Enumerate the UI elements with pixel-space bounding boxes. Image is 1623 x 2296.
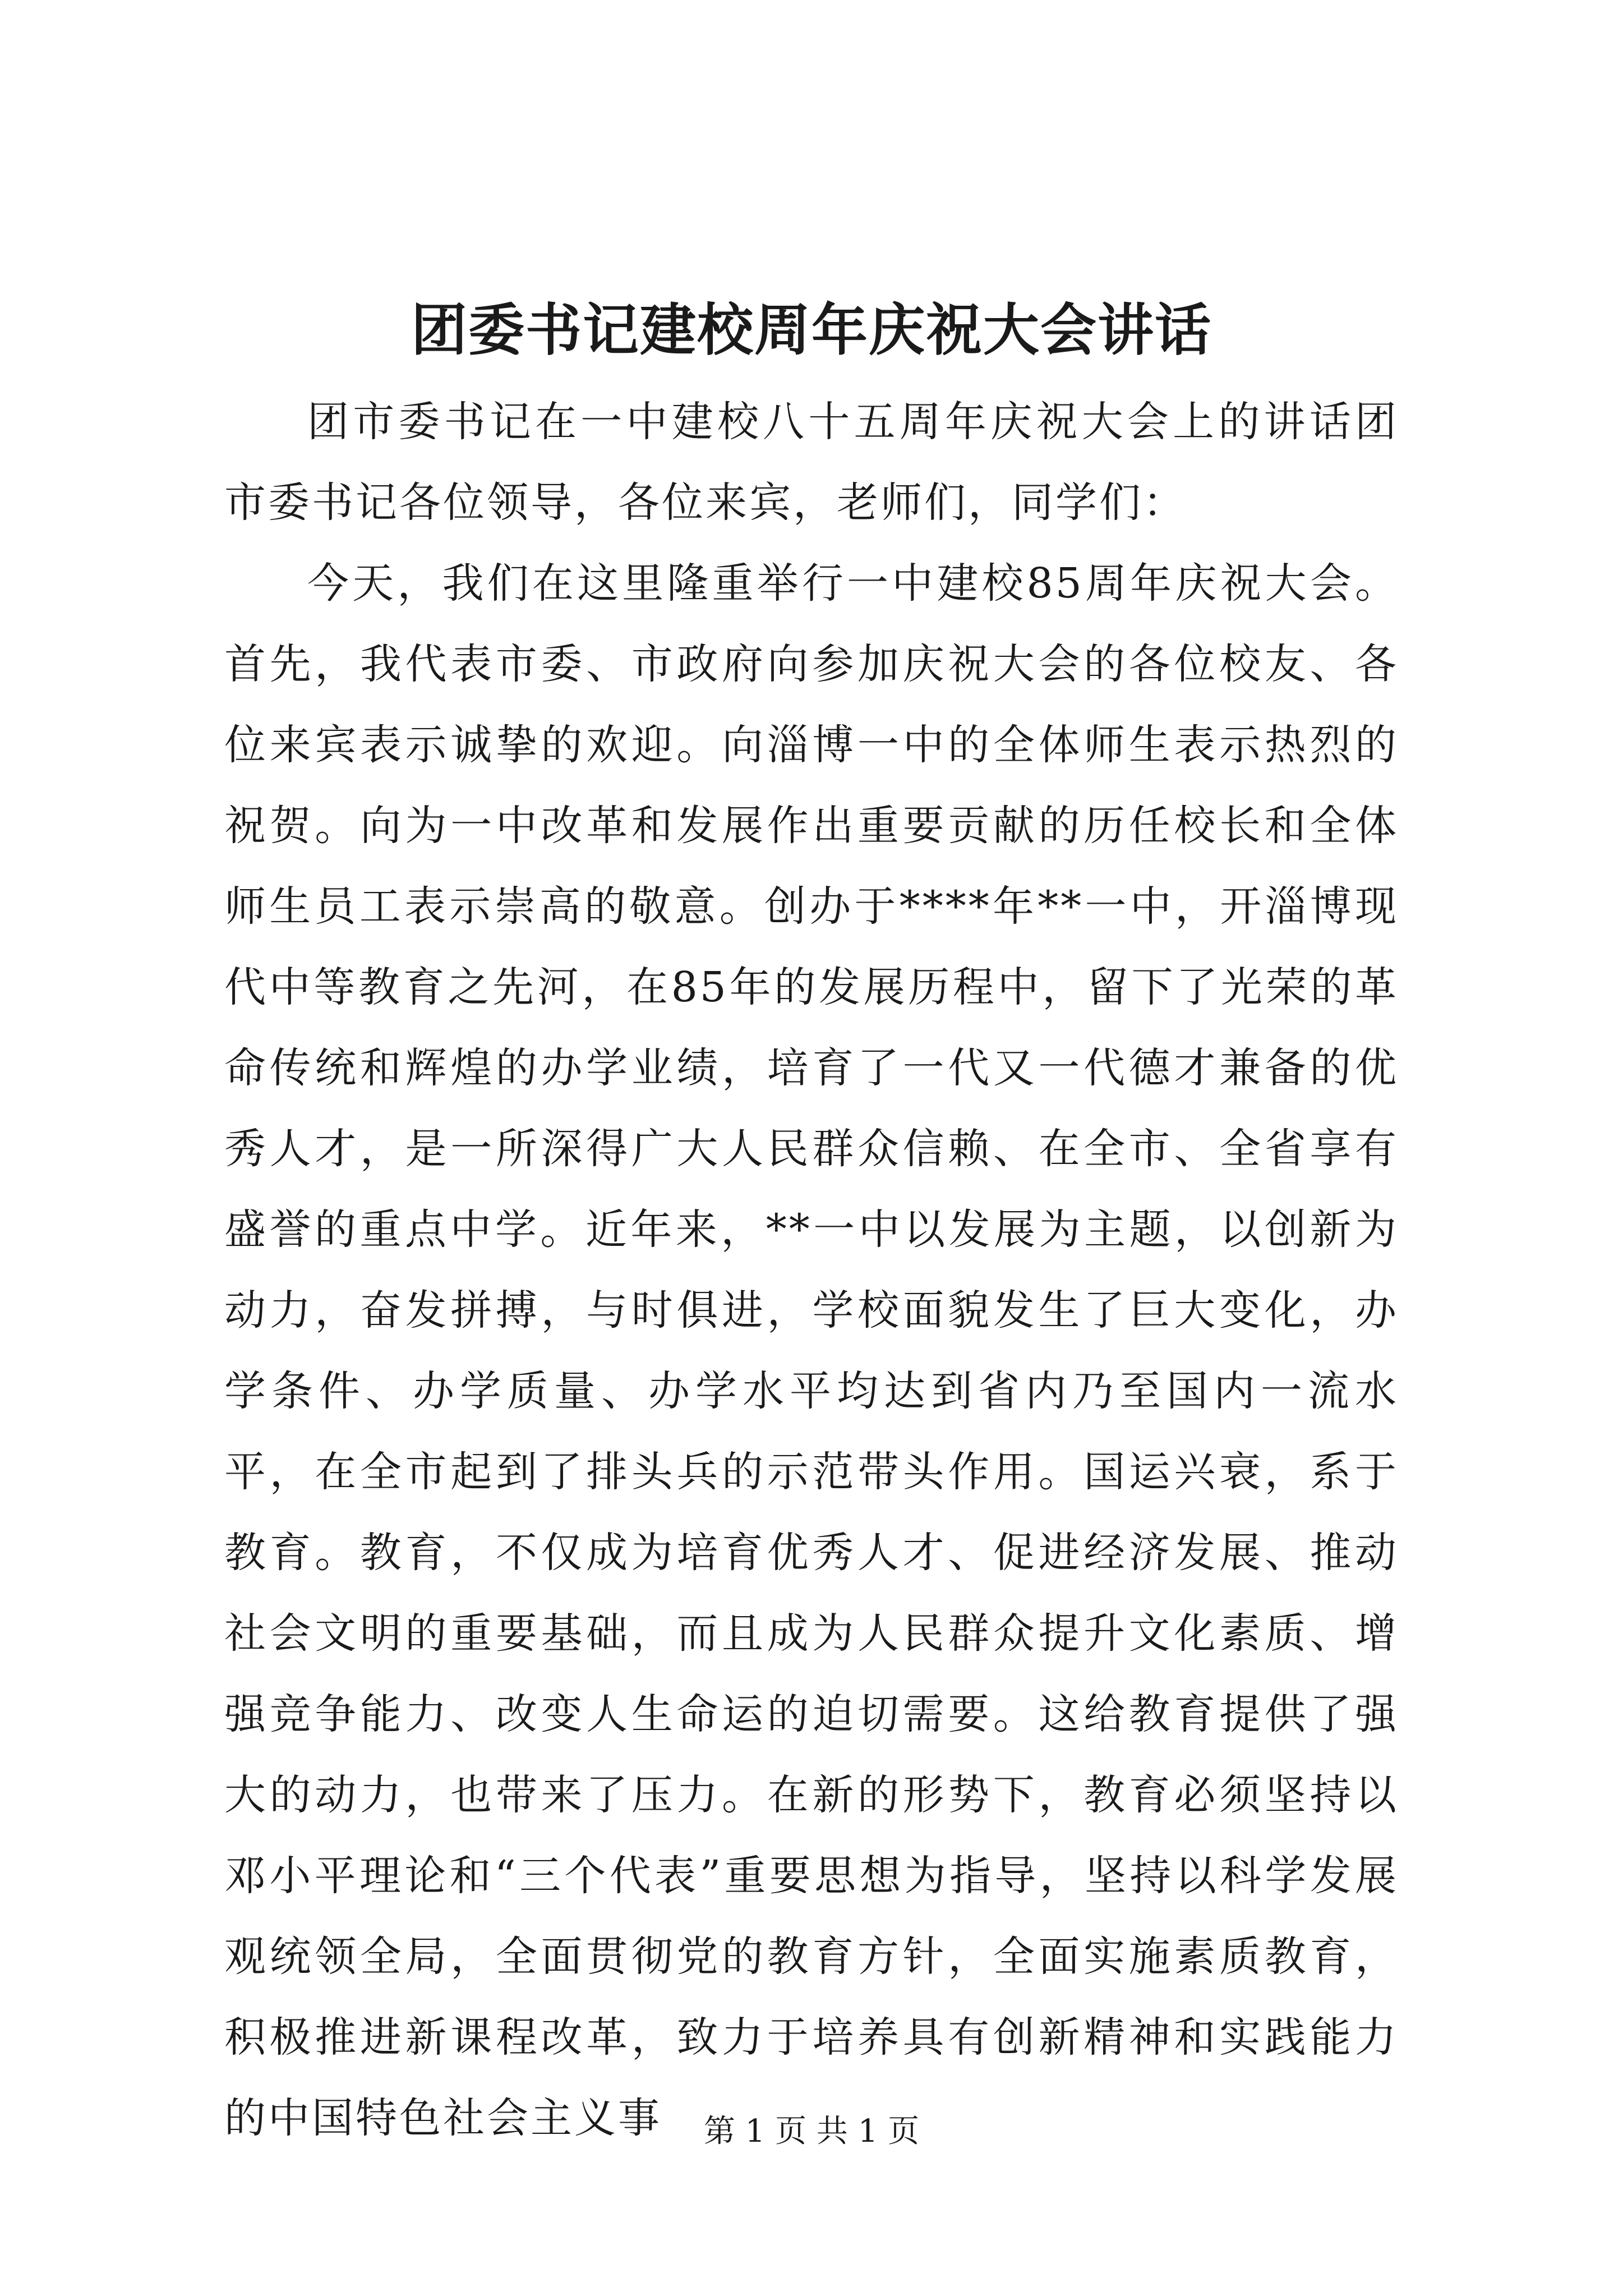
paragraph-greeting: 团市委书记在一中建校八十五周年庆祝大会上的讲话团市委书记各位领导，各位来宾，老师们，同学们： bbox=[224, 398, 1399, 527]
document-body bbox=[224, 381, 1399, 2159]
document-title: 团委书记建校周年庆祝大会讲话 bbox=[411, 297, 1212, 363]
paragraph-main: 今天，我们在这里隆重举行一中建校85周年庆祝大会。首先，我代表市委、市政府向参加庆祝大会的各位校友、各位来宾表示诚挚的欢迎。向淄博一中的全体师生表示热烈的祝贺。向为一中改革和发展作出重要贡献的历任校长和全体师生员工表示崇高的敬意。创办于****年**一中，开淄博现代中等教育之先河，在85年的发展历程中，留下了光荣的革命传统和辉煌的办学业绩，培育了一代又一代德才兼备的优秀人才，是一所深得广大人民群众信赖、在全市、全省享有盛誉的重点中学。近年来，**一中以发展为主题，以创新为动力，奋发拼搏，与时俱进，学校面貌发生了巨大变化，办学条件、办学质量、办学水平均达到省内乃至国内一流水平，在全市起到了排头兵的示范带头作用。国运兴衰，系于教育。教育，不仅成为培育优秀人才、促进经济发展、推动社会文明的重要基础，而且成为人民群众提升文化素质、增强竞争能力、改变人生命运的迫切需要。这给教育提供了强大的动力，也带来了压力。在新的形势下，教育必须坚持以邓小平理论和“三个代表”重要思想为指导，坚持以科学发展观统领全局，全面贯彻党的教育方针，全面实施素质教育，积极推进新课程改革，致力于培养具有创新精神和实践能力的中国特色社会主义事 bbox=[224, 559, 1399, 2142]
page-number-footer: 第 1 页 共 1 页 bbox=[703, 2113, 920, 2150]
